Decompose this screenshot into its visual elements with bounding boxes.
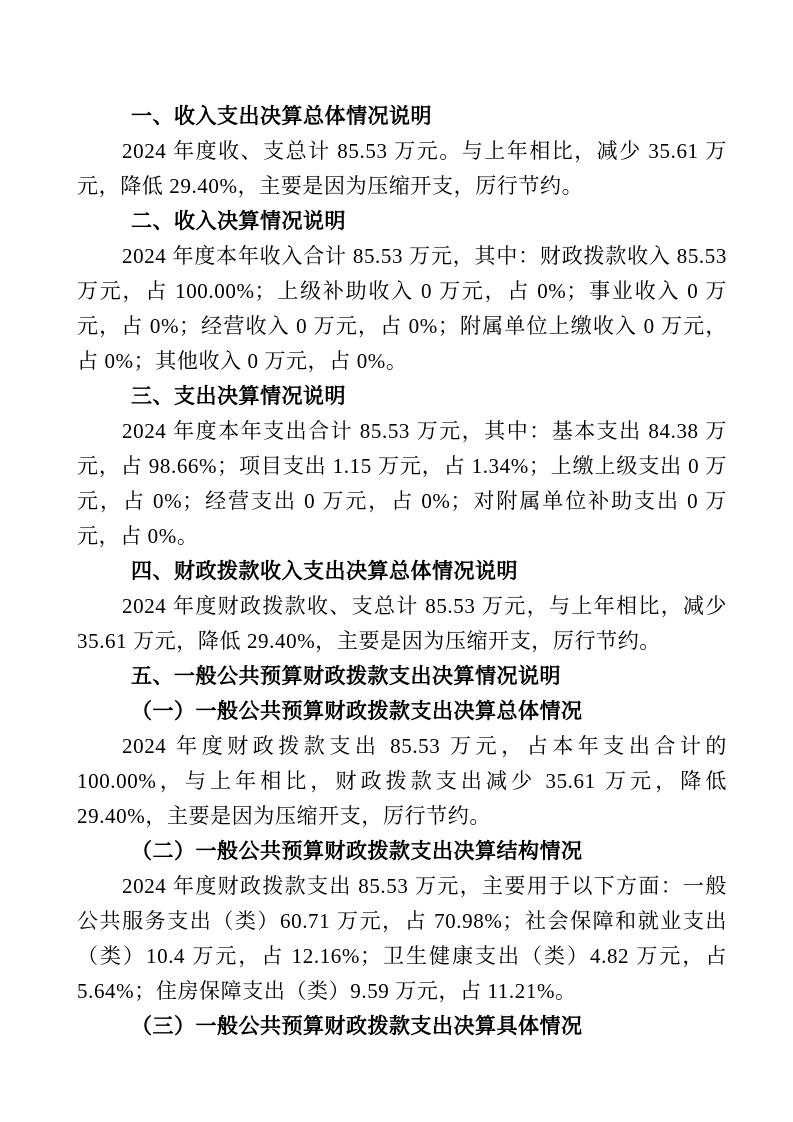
section-heading: （二）一般公共预算财政拨款支出决算结构情况 bbox=[131, 840, 583, 863]
section-paragraph: 2024 年度财政拨款支出 85.53 万元，占本年支出合计的 100.00%，与上年相比，财政拨款支出减少 35.61 万元，降低 29.40%，主要是因为压缩开支，厉行节约。 bbox=[77, 734, 727, 828]
section-paragraph: 2024 年度本年收入合计 85.53 万元，其中：财政拨款收入 85.53 万元，占 100.00%；上级补助收入 0 万元，占 0%；事业收入 0 万元，占 0%；经营收入 0 万元，占 0%；附属单位上缴收入 0 万元，占 0%；其他收入 0 万元，占 0%。 bbox=[77, 244, 727, 373]
section-paragraph: 2024 年度收、支总计 85.53 万元。与上年相比，减少 35.61 万元，降低 29.40%，主要是因为压缩开支，厉行节约。 bbox=[77, 139, 727, 198]
section-paragraph: 2024 年度财政拨款收、支总计 85.53 万元，与上年相比，减少 35.61 万元，降低 29.40%，主要是因为压缩开支，厉行节约。 bbox=[77, 594, 727, 653]
section-heading: 五、一般公共预算财政拨款支出决算情况说明 bbox=[131, 665, 561, 688]
section-heading: 三、支出决算情况说明 bbox=[131, 385, 346, 408]
section-paragraph: 2024 年度财政拨款支出 85.53 万元，主要用于以下方面：一般公共服务支出（类）60.71 万元，占 70.98%；社会保障和就业支出（类）10.4 万元，占 12.16%；卫生健康支出（类）4.82 万元，占 5.64%；住房保障支出（类）9.59 万元，占 11.21%。 bbox=[77, 874, 727, 1003]
section-heading: （三）一般公共预算财政拨款支出决算具体情况 bbox=[131, 1015, 583, 1038]
section-paragraph: 2024 年度本年支出合计 85.53 万元，其中：基本支出 84.38 万元，占 98.66%；项目支出 1.15 万元，占 1.34%；上缴上级支出 0 万元，占 0%；经营支出 0 万元，占 0%；对附属单位补助支出 0 万元，占 0%。 bbox=[77, 419, 727, 548]
section-heading: 四、财政拨款收入支出决算总体情况说明 bbox=[131, 560, 518, 583]
section-heading: 一、收入支出决算总体情况说明 bbox=[131, 105, 432, 128]
section-heading: 二、收入决算情况说明 bbox=[131, 210, 346, 233]
document-body bbox=[77, 99, 727, 1044]
section-heading: （一）一般公共预算财政拨款支出决算总体情况 bbox=[131, 700, 583, 723]
